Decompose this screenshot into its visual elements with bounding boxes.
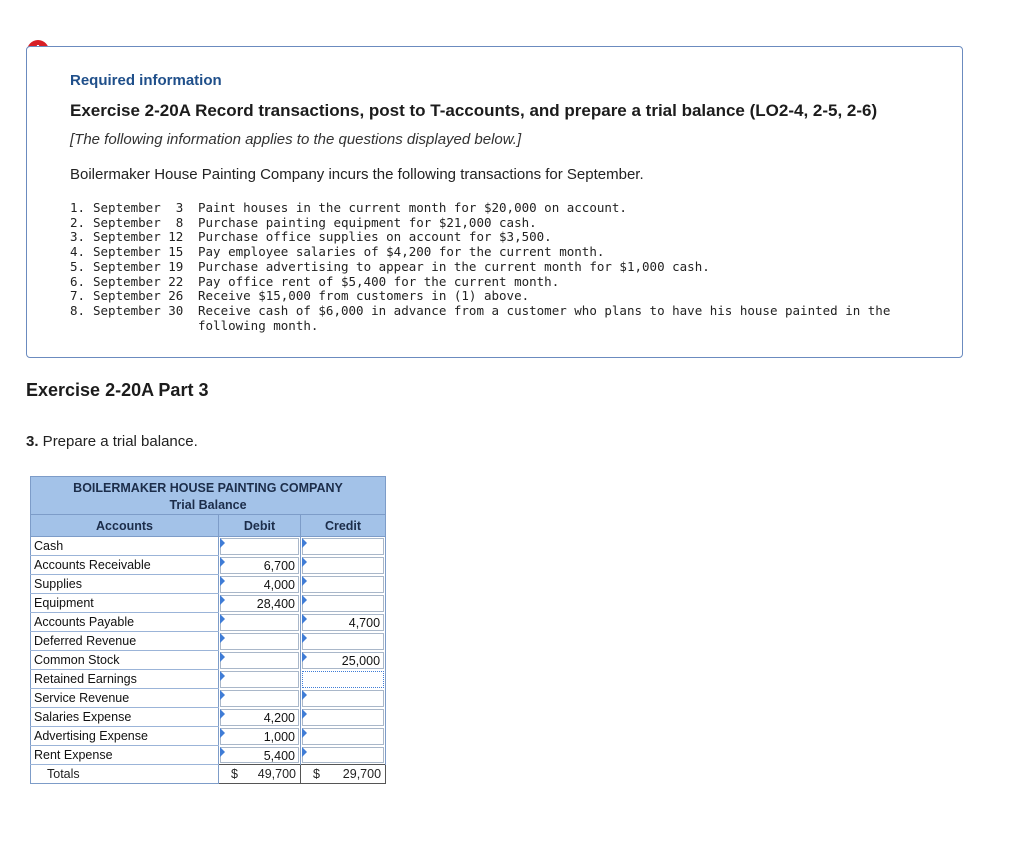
intro-text: Boilermaker House Painting Company incurs the following transactions for September. [70, 166, 644, 183]
totals-row [31, 765, 386, 784]
table-row [31, 632, 386, 651]
credit-input[interactable]: 25,000 [302, 652, 384, 669]
debit-column-header: Debit [219, 515, 301, 537]
transaction-item: 2. September 8 Purchase painting equipment for $21,000 cash. [70, 214, 537, 230]
table-row [31, 727, 386, 746]
account-select[interactable]: Accounts Receivable [31, 556, 219, 575]
transaction-item: 5. September 19 Purchase advertising to appear in the current month for $1,000 cash. [70, 258, 710, 274]
totals-label: Totals [31, 765, 219, 784]
credit-input[interactable] [302, 671, 384, 688]
input-marker-icon [302, 747, 307, 757]
input-marker-icon [220, 538, 225, 548]
input-marker-icon [302, 652, 307, 662]
input-marker-icon [302, 728, 307, 738]
debit-input[interactable]: 5,400 [220, 747, 299, 764]
account-select[interactable]: Equipment [31, 594, 219, 613]
input-marker-icon [302, 595, 307, 605]
credit-column-header: Credit [301, 515, 386, 537]
required-information-label: Required information [70, 72, 222, 89]
input-marker-icon [220, 595, 225, 605]
transaction-item: 6. September 22 Pay office rent of $5,400 for the current month. [70, 273, 560, 289]
credit-input[interactable] [302, 557, 384, 574]
account-select[interactable]: Deferred Revenue [31, 632, 219, 651]
table-row [31, 537, 386, 556]
input-marker-icon [220, 576, 225, 586]
account-select[interactable]: Rent Expense [31, 746, 219, 765]
account-select[interactable]: Supplies [31, 575, 219, 594]
input-marker-icon [302, 576, 307, 586]
account-select[interactable]: Salaries Expense [31, 708, 219, 727]
question-text: 3. Prepare a trial balance. [26, 433, 198, 450]
company-name: BOILERMAKER HOUSE PAINTING COMPANY [31, 477, 386, 497]
table-row [31, 556, 386, 575]
table-row [31, 708, 386, 727]
table-row [31, 670, 386, 689]
input-marker-icon [302, 614, 307, 624]
input-marker-icon [220, 614, 225, 624]
transaction-list [70, 201, 910, 333]
account-select[interactable]: Accounts Payable [31, 613, 219, 632]
account-select[interactable]: Common Stock [31, 651, 219, 670]
transaction-item: 4. September 15 Pay employee salaries of $4,200 for the current month. [70, 244, 605, 260]
credit-input[interactable] [302, 747, 384, 764]
input-marker-icon [220, 747, 225, 757]
account-select[interactable]: Cash [31, 537, 219, 556]
account-select[interactable]: Service Revenue [31, 689, 219, 708]
debit-input[interactable]: 6,700 [220, 557, 299, 574]
table-row [31, 594, 386, 613]
credit-input[interactable] [302, 538, 384, 555]
table-row [31, 613, 386, 632]
total-credit: $ 29,700 [301, 765, 386, 784]
input-marker-icon [220, 633, 225, 643]
input-marker-icon [302, 690, 307, 700]
credit-input[interactable]: 4,700 [302, 614, 384, 631]
input-marker-icon [302, 538, 307, 548]
credit-input[interactable] [302, 709, 384, 726]
input-marker-icon [302, 633, 307, 643]
table-row [31, 575, 386, 594]
credit-input[interactable] [302, 595, 384, 612]
account-select[interactable]: Advertising Expense [31, 727, 219, 746]
debit-input[interactable] [220, 633, 299, 650]
credit-input[interactable] [302, 576, 384, 593]
trial-balance-table [30, 476, 386, 784]
account-select[interactable]: Retained Earnings [31, 670, 219, 689]
info-note: [The following information applies to the questions displayed below.] [70, 131, 522, 148]
statement-title: Trial Balance [31, 497, 386, 515]
accounts-column-header: Accounts [31, 515, 219, 537]
debit-input[interactable]: 1,000 [220, 728, 299, 745]
total-debit: $ 49,700 [219, 765, 301, 784]
input-marker-icon [220, 690, 225, 700]
input-marker-icon [220, 709, 225, 719]
debit-input[interactable] [220, 690, 299, 707]
debit-input[interactable] [220, 671, 299, 688]
input-marker-icon [302, 557, 307, 567]
table-row [31, 689, 386, 708]
exercise-title: Exercise 2-20A Record transactions, post to T-accounts, and prepare a trial balance (LO2-4, 2-5, 2-6) [70, 101, 878, 120]
debit-input[interactable] [220, 652, 299, 669]
input-marker-icon [302, 709, 307, 719]
table-row [31, 746, 386, 765]
debit-input[interactable] [220, 614, 299, 631]
transaction-item: 7. September 26 Receive $15,000 from customers in (1) above. [70, 288, 530, 304]
input-marker-icon [220, 652, 225, 662]
credit-input[interactable] [302, 690, 384, 707]
table-row [31, 651, 386, 670]
transaction-item: 1. September 3 Paint houses in the current month for $20,000 on account. [70, 200, 627, 215]
transaction-item: 8. September 30 Receive cash of $6,000 in advance from a customer who plans to have his house painted in the following month. [70, 302, 898, 333]
part-title: Exercise 2-20A Part 3 [26, 380, 209, 400]
debit-input[interactable]: 4,000 [220, 576, 299, 593]
debit-input[interactable]: 28,400 [220, 595, 299, 612]
debit-input[interactable] [220, 538, 299, 555]
input-marker-icon [220, 671, 225, 681]
credit-input[interactable] [302, 728, 384, 745]
debit-input[interactable]: 4,200 [220, 709, 299, 726]
input-marker-icon [220, 728, 225, 738]
transaction-item: 3. September 12 Purchase office supplies on account for $3,500. [70, 229, 552, 245]
credit-input[interactable] [302, 633, 384, 650]
input-marker-icon [220, 557, 225, 567]
